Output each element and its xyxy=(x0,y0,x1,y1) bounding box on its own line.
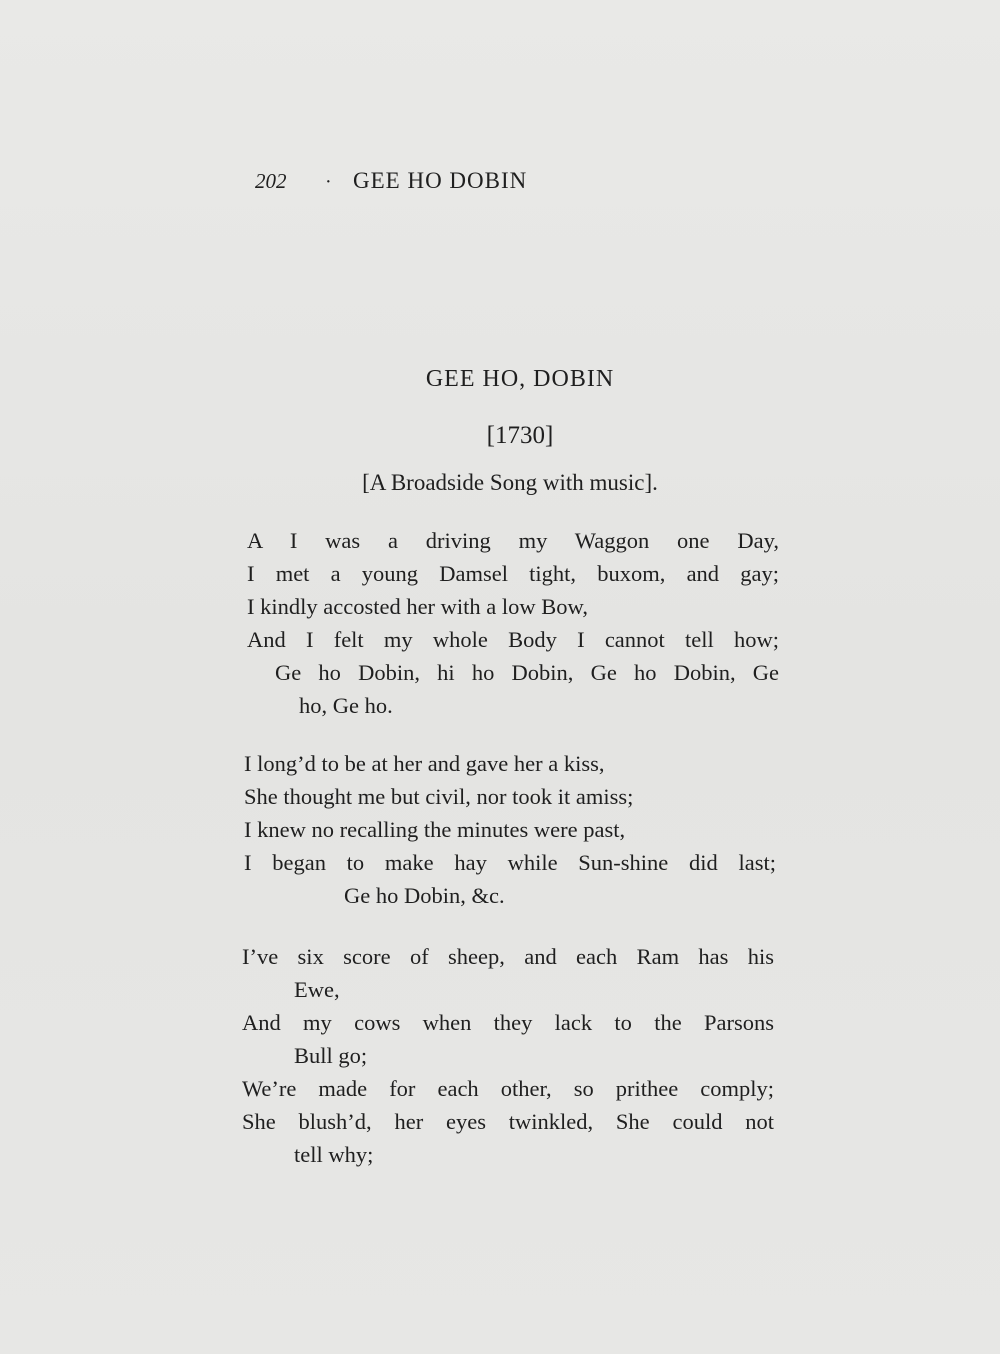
verse-line: I kindly accosted her with a low Bow, xyxy=(247,594,588,619)
running-head-separator: · xyxy=(325,171,332,193)
verse-line: And my cows when they lack to the Parsons xyxy=(242,1010,774,1035)
verse-line: She blush’d, her eyes twinkled, She could not xyxy=(242,1109,774,1134)
verse-line: She thought me but civil, nor took it amiss; xyxy=(244,784,634,809)
running-head-title: GEE HO DOBIN xyxy=(353,168,528,193)
verse-line: I met a young Damsel tight, buxom, and gay; xyxy=(247,561,779,586)
refrain-line: Ge ho Dobin, hi ho Dobin, Ge ho Dobin, Ge xyxy=(275,660,779,685)
verse-line: I’ve six score of sheep, and each Ram has his xyxy=(242,944,774,969)
song-note: [A Broadside Song with music]. xyxy=(362,470,658,495)
stanza-2 xyxy=(244,747,776,912)
refrain-line: ho, Ge ho. xyxy=(299,693,393,718)
stanza-1 xyxy=(247,524,779,722)
verse-line: We’re made for each other, so prithee comply; xyxy=(242,1076,774,1101)
song-title: GEE HO, DOBIN xyxy=(425,366,615,392)
running-head xyxy=(255,168,775,204)
verse-line: I began to make hay while Sun-shine did last; xyxy=(244,850,776,875)
stanza-3 xyxy=(242,940,774,1171)
page-number: 202 xyxy=(255,169,287,193)
refrain-line: Ge ho Dobin, &c. xyxy=(344,883,505,908)
verse-line: I long’d to be at her and gave her a kiss, xyxy=(244,751,605,776)
song-year: [1730] xyxy=(486,422,554,449)
verse-line: Bull go; xyxy=(294,1043,368,1068)
verse-line: Ewe, xyxy=(294,977,340,1002)
verse-line: And I felt my whole Body I cannot tell how; xyxy=(247,627,779,652)
verse-line: tell why; xyxy=(294,1142,374,1167)
verse-line: I knew no recalling the minutes were past, xyxy=(244,817,626,842)
verse-line: A I was a driving my Waggon one Day, xyxy=(247,528,779,553)
